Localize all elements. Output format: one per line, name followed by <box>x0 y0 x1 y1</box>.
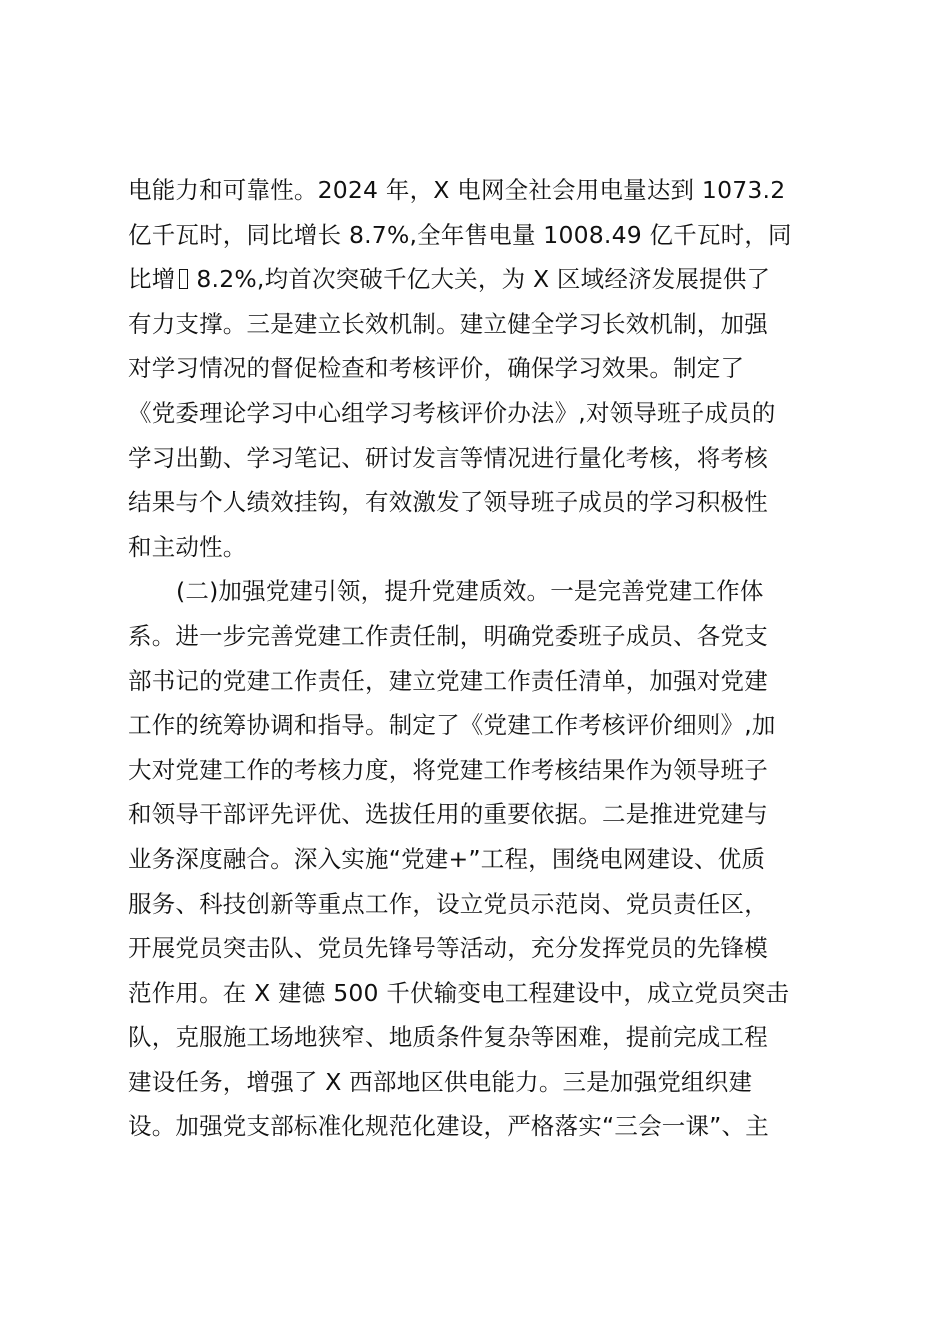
text-line-7: 学习出勤、学习笔记、研讨发言等情况进行量化考核，将考核 <box>128 443 768 472</box>
text-line-1: 电能力和可靠性。2024 年，X 电网全社会用电量达到 1073.2 <box>128 176 786 204</box>
text-line-18: 开展党员突击队、党员先锋号等活动，充分发挥党员的先锋模 <box>128 934 768 963</box>
text-line-3 <box>128 257 838 302</box>
text-line-20: 队，克服施工场地狭窄、地质条件复杂等困难，提前完成工程 <box>128 1023 768 1052</box>
text-line-12: 部书记的党建工作责任，建立党建工作责任清单，加强对党建 <box>128 666 768 695</box>
text-line-3-start: 比增 <box>128 265 176 294</box>
text-line-2: 亿千瓦时，同比增长 8.7%,全年售电量 1008.49 亿千瓦时，同 <box>128 220 792 249</box>
text-line-11: 系。进一步完善党建工作责任制，明确党委班子成员、各党支 <box>128 621 768 650</box>
text-line-14: 大对党建工作的考核力度，将党建工作考核结果作为领导班子 <box>128 755 768 784</box>
text-line-21: 建设任务，增强了 X 西部地区供电能力。三是加强党组织建 <box>128 1067 753 1096</box>
text-line-19: 范作用。在 X 建德 500 千伏输变电工程建设中，成立党员突击 <box>128 978 790 1007</box>
missing-glyph-icon <box>179 269 188 289</box>
text-line-13: 工作的统筹协调和指导。制定了《党建工作考核评价细则》,加 <box>128 711 776 740</box>
text-line-15: 和领导干部评先评优、选拔任用的重要依据。二是推进党建与 <box>128 800 768 829</box>
text-line-4: 有力支撑。三是建立长效机制。建立健全学习长效机制，加强 <box>128 309 768 338</box>
text-line-16: 业务深度融合。深入实施“党建+”工程，围绕电网建设、优质 <box>128 844 766 873</box>
text-line-22: 设。加强党支部标准化规范化建设，严格落实“三会一课”、主 <box>128 1112 769 1141</box>
section-heading-paragraph-start: (二)加强党建引领，提升党建质效。一是完善党建工作体 <box>176 577 764 606</box>
text-line-8: 结果与个人绩效挂钩，有效激发了领导班子成员的学习积极性 <box>128 488 768 517</box>
text-line-9: 和主动性。 <box>128 532 247 561</box>
text-line-3-end: 8.2%,均首次突破千亿大关，为 X 区域经济发展提供了 <box>196 265 771 294</box>
text-line-17: 服务、科技创新等重点工作，设立党员示范岗、党员责任区， <box>128 889 768 918</box>
text-line-5: 对学习情况的督促检查和考核评价，确保学习效果。制定了 <box>128 354 745 383</box>
text-line-6: 《党委理论学习中心组学习考核评价办法》,对领导班子成员的 <box>128 398 776 427</box>
document-body <box>128 168 838 1149</box>
